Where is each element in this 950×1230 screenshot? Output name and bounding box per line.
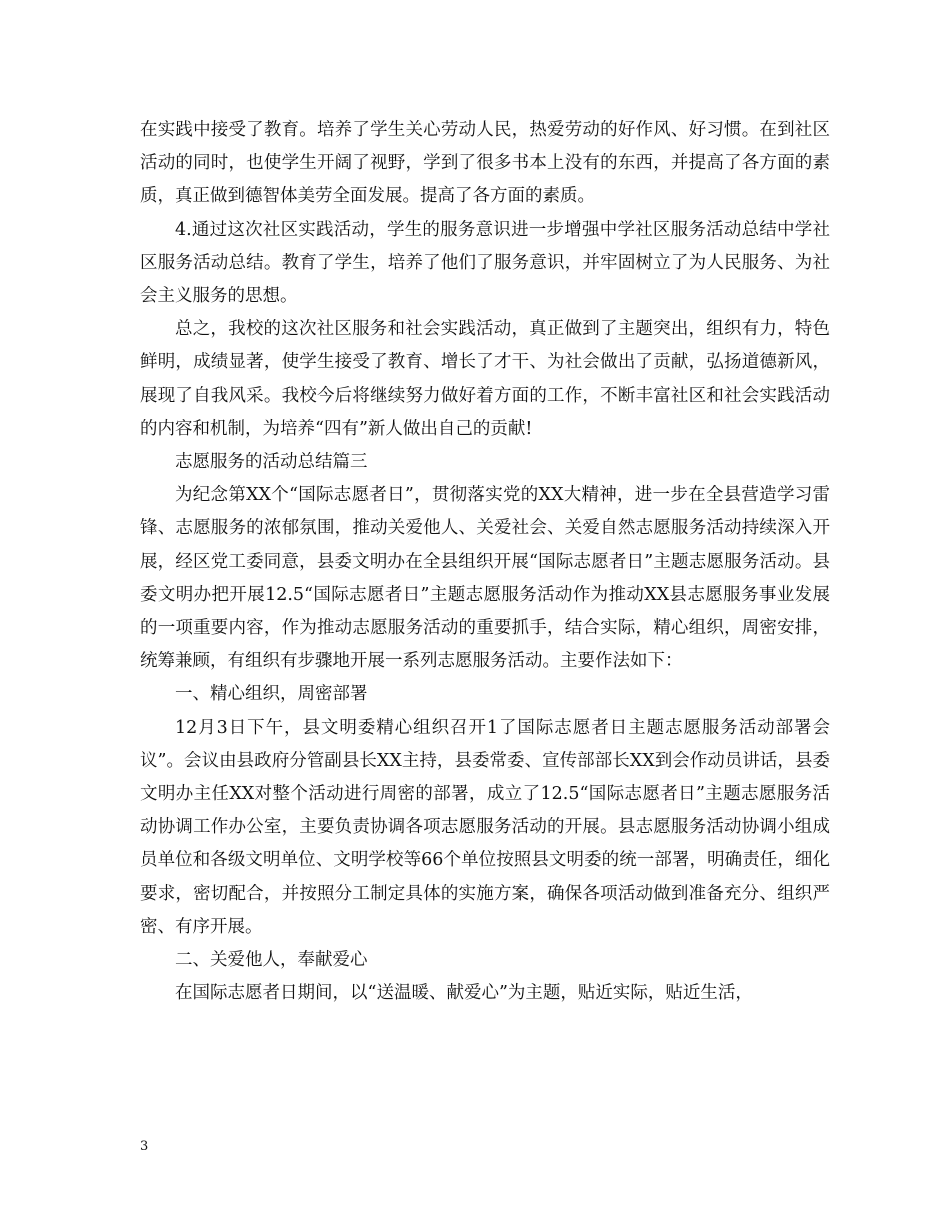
section-title-part-three: 志愿服务的活动总结篇三 [175,452,368,473]
section-heading-organization: 一、精心组织，周密部署 [175,684,368,705]
paragraph-volunteer-day-intro: 为纪念第XX个“国际志愿者日”，贯彻落实党的XX大精神，进一步在全县营造学习雷锋、志愿服务的浓郁氛围，推动关爱他人、关爱社会、关爱自然志愿服务活动持续深入开展，经区党工委同意，县委文明办在全县组织开展“国际志愿者日”主题志愿服务活动。县委文明办把开展12.5“国际志愿者日”主题志愿服务活动作为推动XX县志愿服务事业发展的一项重要内容，作为推动志愿服务活动的重要抓手，结合实际，精心组织，周密安排，统筹兼顾，有组织有步骤地开展一系列志愿服务活动。主要作法如下： [140,485,830,672]
paragraph-conclusion: 总之，我校的这次社区服务和社会实践活动，真正做到了主题突出，组织有力，特色鲜明，成绩显著，使学生接受了教育、增长了才干、为社会做出了贡献，弘扬道德新风，展现了自我风采。我校今后将继续努力做好着方面的工作，不断丰富社区和社会实践活动的内容和机制，为培养“四有”新人做出自己的贡献! [140,319,830,439]
page-number: 3 [140,1139,149,1154]
paragraph-service-awareness: 4.通过这次社区实践活动，学生的服务意识进一步增强中学社区服务活动总结中学社区服务活动总结。教育了学生，培养了他们了服务意识，并牢固树立了为人民服务、为社会主义服务的思想。 [140,219,830,307]
document-body [140,114,830,1010]
paragraph-meeting-deployment: 12月3日下午，县文明委精心组织召开1了国际志愿者日主题志愿服务活动部署会议”。会议由县政府分管副县长XX主持，县委常委、宣传部部长XX到会作动员讲话，县委文明办主任XX对整个活动进行周密的部署，成立了12.5“国际志愿者日”主题志愿服务活动协调工作办公室，主要负责协调各项志愿服务活动的开展。县志愿服务活动协调小组成员单位和各级文明单位、文明学校等66个单位按照县文明委的统一部署，明确责任，细化要求，密切配合，并按照分工制定具体的实施方案，确保各项活动做到准备充分、组织严密、有序开展。 [140,717,830,937]
paragraph-caring-activities: 在国际志愿者日期间，以“送温暖、献爱心”为主题，贴近实际，贴近生活， [175,983,753,1004]
section-heading-caring: 二、关爱他人，奉献爱心 [175,950,368,971]
paragraph-continuation: 在实践中接受了教育。培养了学生关心劳动人民，热爱劳动的好作风、好习惯。在到社区活动的同时，也使学生开阔了视野，学到了很多书本上没有的东西，并提高了各方面的素质，真正做到德智体美劳全面发展。提高了各方面的素质。 [140,120,830,207]
